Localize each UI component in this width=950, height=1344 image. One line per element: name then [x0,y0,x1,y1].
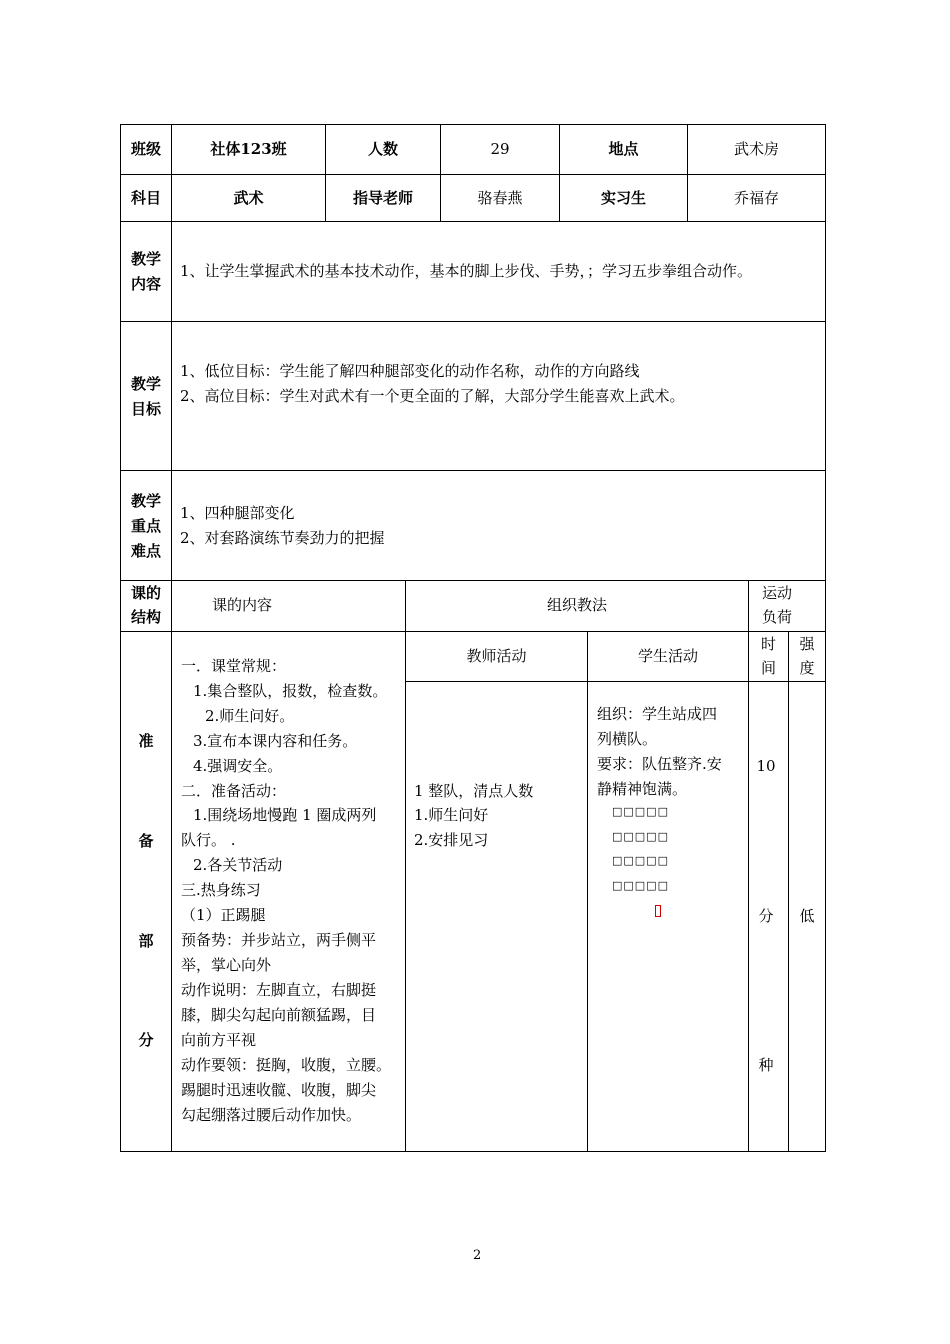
goals-label-2: 目标 [130,400,161,418]
prep-content-line: 队行。 . [181,831,236,849]
time-header-2: 间 [760,659,776,677]
student-activity-header: 学生活动 [637,647,698,665]
formation-row: □□□□□ [612,854,669,867]
structure-label-2: 结构 [130,608,161,626]
goals-line-2: 2、高位目标：学生对武术有一个更全面的了解，大部分学生能喜欢上武术。 [180,387,685,405]
class-label: 班级 [130,140,161,158]
intensity-value: 低 [799,907,815,925]
prep-content-line: 动作要领：挺胸，收腹，立腰。 [181,1056,392,1074]
keypoints-line-2: 2、对套路演练节奏劲力的把握 [180,529,385,547]
row-divider [120,321,826,322]
row-divider [120,631,826,632]
teacher-label: 指导老师 [352,189,413,207]
prep-content-line: 4.强调安全。 [193,757,283,775]
time-value: 10 [756,757,776,775]
teacher-activity-line: 1.师生问好 [414,806,489,824]
content-column-header: 课的内容 [212,596,273,614]
load-header-1: 运动 [762,584,793,602]
goals-line-1: 1、低位目标：学生能了解四种腿部变化的动作名称，动作的方向路线 [180,362,640,380]
prep-content-line: 一．课堂常规： [181,657,287,675]
page-number: 2 [473,1248,482,1263]
student-activity-line: 列横队。 [597,730,658,748]
content-text: 1、让学生掌握武术的基本技术动作，基本的脚上步伐、手势，；学习五步拳组合动作。 [180,262,753,280]
row-divider [120,580,826,581]
formation-row: □□□□□ [612,805,669,818]
row-divider [120,470,826,471]
method-column-header: 组织教法 [546,596,607,614]
teacher-position-marker [655,905,661,917]
intensity-header-1: 强 [799,635,815,653]
prep-content-line: （1）正踢腿 [181,906,266,924]
teacher-value: 骆春燕 [477,189,523,207]
row-divider [405,681,826,682]
prep-content-line: 动作说明：左脚直立，右脚挺 [181,981,377,999]
section-char: 部 [138,932,154,950]
place-label: 地点 [608,140,639,158]
formation-row: □□□□□ [612,879,669,892]
prep-content-line: 勾起绷落过腰后动作加快。 [181,1106,362,1124]
section-char: 准 [138,732,154,750]
subject-label: 科目 [130,189,161,207]
goals-label-1: 教学 [130,375,161,393]
student-activity-line: 组织：学生站成四 [597,705,718,723]
prep-content-line: 3.宣布本课内容和任务。 [193,732,358,750]
subject-value: 武术 [233,189,264,207]
time-header-1: 时 [760,635,776,653]
prep-content-line: 1.围绕场地慢跑 1 圈成两列 [193,806,377,824]
keypoints-label-2: 重点 [130,517,161,535]
place-value: 武术房 [733,140,779,158]
teacher-activity-line: 2.安排见习 [414,831,489,849]
prep-content-line: 二．准备活动： [181,782,287,800]
intensity-header-2: 度 [799,659,815,677]
content-label-2: 内容 [130,275,161,293]
load-header-2: 负荷 [762,608,793,626]
prep-content-line: 踢腿时迅速收髋、收腹，脚尖 [181,1081,377,1099]
prep-content-line: 2.各关节活动 [193,856,283,874]
col-divider [171,124,172,1152]
class-value: 社体123班 [210,140,287,158]
student-activity-line: 要求：队伍整齐.安 [597,755,722,773]
time-value: 种 [758,1056,774,1074]
intern-label: 实习生 [600,189,646,207]
teacher-activity-header: 教师活动 [466,647,527,665]
keypoints-label-3: 难点 [130,542,161,560]
prep-content-line: 举，掌心向外 [181,956,272,974]
time-value: 分 [758,907,774,925]
col-divider [788,631,789,1152]
section-char: 分 [138,1031,154,1049]
formation-row: □□□□□ [612,830,669,843]
structure-label-1: 课的 [130,584,161,602]
keypoints-label-1: 教学 [130,492,161,510]
content-label-1: 教学 [130,250,161,268]
prep-content-line: 1.集合整队，报数，检查数。 [193,682,388,700]
prep-content-line: 膝，脚尖勾起向前额猛踢，目 [181,1006,377,1024]
row-divider [120,174,826,175]
teacher-activity-line: 1 整队，清点人数 [414,782,534,800]
count-label: 人数 [367,140,398,158]
prep-content-line: 预备势：并步站立，两手侧平 [181,931,377,949]
student-activity-line: 静精神饱满。 [597,780,688,798]
prep-content-line: 2.师生问好。 [205,707,295,725]
section-char: 备 [138,832,154,850]
count-value: 29 [490,140,510,158]
prep-content-line: 三.热身练习 [181,881,261,899]
row-divider [120,221,826,222]
prep-content-line: 向前方平视 [181,1031,257,1049]
intern-value: 乔福存 [733,189,779,207]
keypoints-line-1: 1、四种腿部变化 [180,504,295,522]
col-divider [587,631,588,1152]
